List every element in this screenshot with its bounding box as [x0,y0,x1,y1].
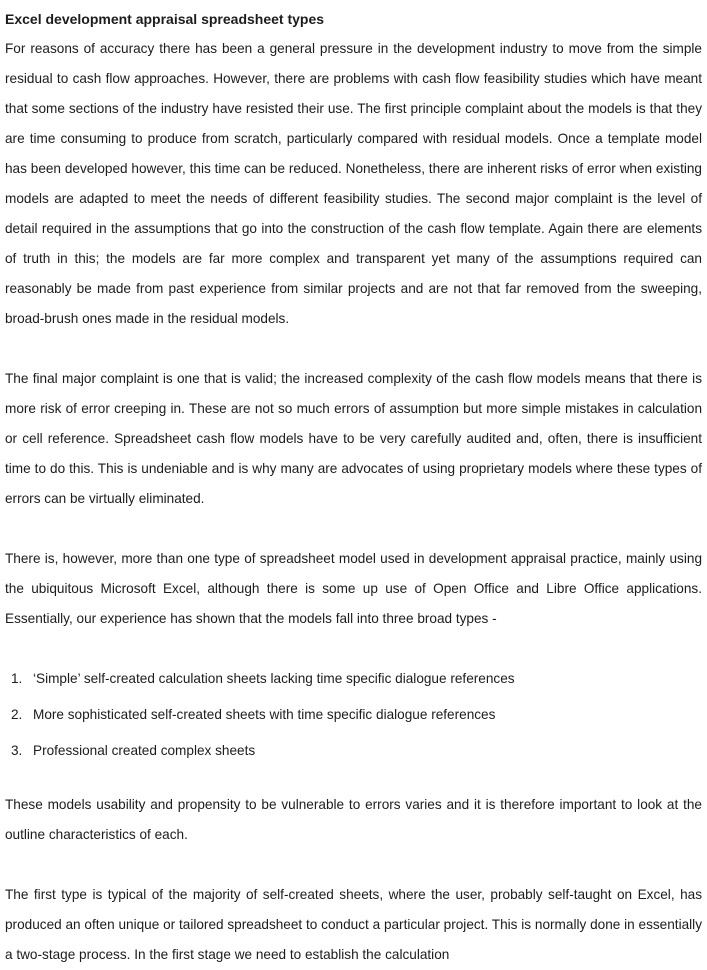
list-item [5,664,702,694]
numbered-list [5,664,702,766]
list-item-number: 3. [11,743,23,758]
paragraph-intro: For reasons of accuracy there has been a general pressure in the development industry to move from the simple residual to cash flow approaches. However, there are problems with cash flow feasibility studies which have meant that some sections of the industry have resisted their use. The first principle complaint about the models is that they are time consuming to produce from scratch, particularly compared with residual models. Once a template model has been developed however, this time can be reduced. Nonetheless, there are inherent risks of error when existing models are adapted to meet the needs of different feasibility studies. The second major complaint is the level of detail required in the assumptions that go into the construction of the cash flow template. Again there are elements of truth in this; the models are far more complex and transparent yet many of the assumptions required can reasonably be made from past experience from similar projects and are not that far removed from the sweeping, broad-brush ones made in the residual models. [5,41,702,326]
paragraph-final-complaint: The final major complaint is one that is valid; the increased complexity of the cash flow models means that there is more risk of error creeping in. These are not so much errors of assumption but more simple mistakes in calculation or cell reference. Spreadsheet cash flow models have to be very carefully audited and, often, there is insufficient time to do this. This is undeniable and is why many are advocates of using proprietary models where these types of errors can be virtually eliminated. [5,371,702,506]
paragraph-usability: These models usability and propensity to be vulnerable to errors varies and it is therefore important to look at the outline characteristics of each. [5,797,702,842]
list-item-text: More sophisticated self-created sheets with time specific dialogue references [33,707,496,722]
list-item [5,700,702,730]
paragraph-first-type: The first type is typical of the majority of self-created sheets, where the user, probably self-taught on Excel, has produced an often unique or tailored spreadsheet to conduct a particular project. This is normally done in essentially a two-stage process. In the first stage we need to establish the calculation [5,887,702,962]
list-item-text: ‘Simple’ self-created calculation sheets lacking time specific dialogue references [33,671,515,686]
list-item-text: Professional created complex sheets [33,743,256,758]
document-title: Excel development appraisal spreadsheet types [5,11,325,27]
list-item-number: 1. [11,671,23,686]
list-item-number: 2. [11,707,23,722]
paragraph-spreadsheet-types: There is, however, more than one type of spreadsheet model used in development appraisal practice, mainly using the ubiquitous Microsoft Excel, although there is some up use of Open Office and Libre Office applications. Essentially, our experience has shown that the models fall into three broad types - [5,551,702,626]
list-item [5,736,702,766]
